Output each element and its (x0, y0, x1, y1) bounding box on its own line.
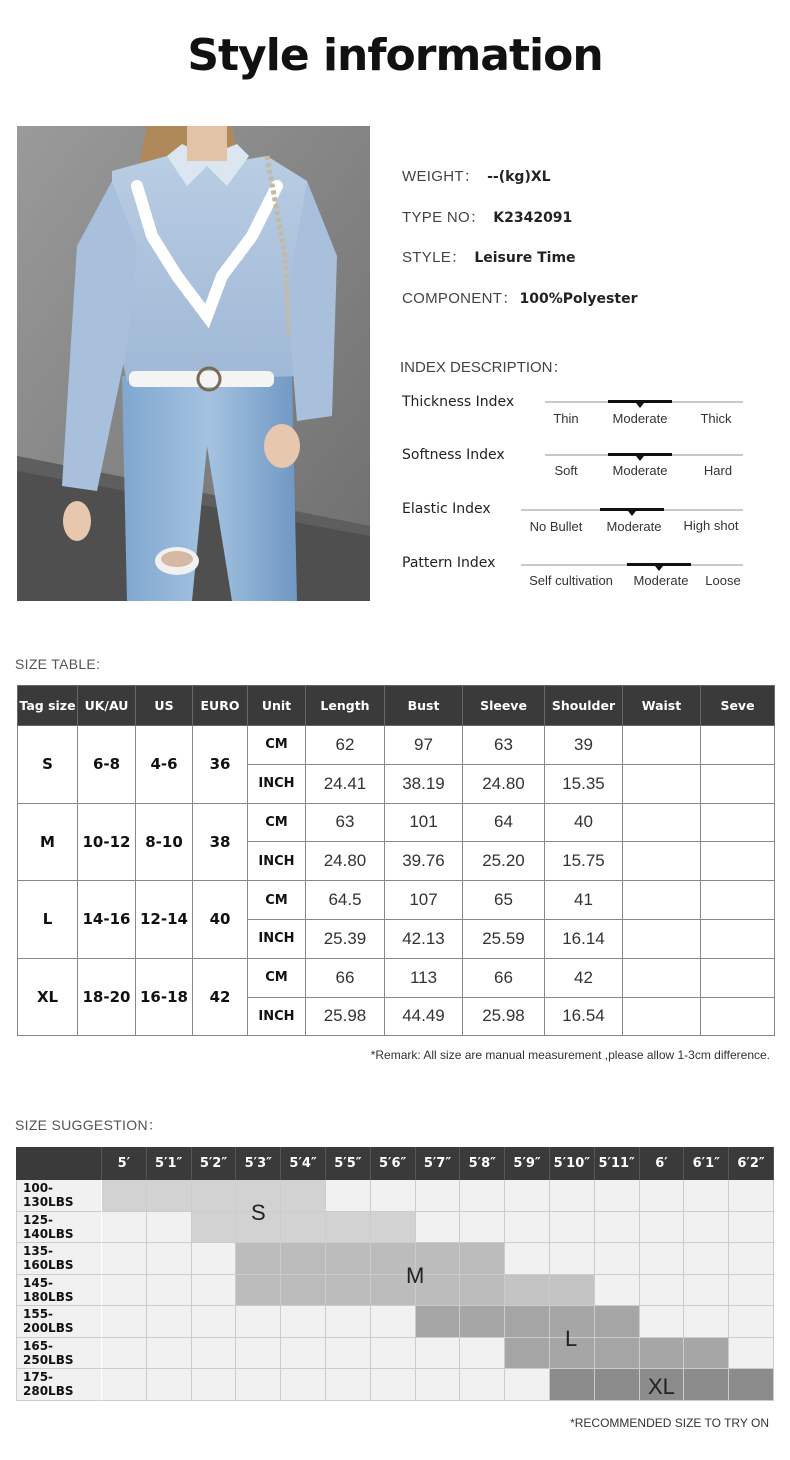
component-value: 100%Polyester (519, 291, 638, 307)
size-suggestion-cell (729, 1275, 774, 1307)
seve-cell (701, 919, 775, 958)
size-suggestion-cell (147, 1306, 192, 1338)
table-row (18, 803, 775, 842)
us-cell: 4-6 (136, 726, 193, 804)
size-suggestion-cell (192, 1306, 237, 1338)
thickness-index-label: Thickness Index (402, 394, 515, 410)
pattern-index-label: Pattern Index (402, 555, 496, 571)
length-cell: 66 (306, 958, 385, 997)
height-header: 5′8″ (460, 1147, 505, 1180)
size-suggestion-cell (326, 1369, 371, 1401)
size-suggestion-cell (326, 1338, 371, 1370)
header-uk-au: UK/AU (78, 686, 136, 726)
size-suggestion-cell (371, 1369, 416, 1401)
size-suggestion-cell (550, 1243, 595, 1275)
size-suggestion-cell (281, 1338, 326, 1370)
size-suggestion-cell (326, 1275, 371, 1307)
height-header: 6′ (640, 1147, 685, 1180)
header-tag-size: Tag size (18, 686, 78, 726)
seve-cell (701, 764, 775, 803)
style-row (402, 246, 576, 267)
size-suggestion-row (16, 1243, 774, 1275)
size-suggestion-cell (102, 1306, 147, 1338)
size-suggestion-cell (460, 1338, 505, 1370)
size-suggestion-cell (460, 1180, 505, 1212)
us-cell: 16-18 (136, 958, 193, 1036)
unit-cell: CM (248, 881, 306, 920)
softness-index-label: Softness Index (402, 447, 505, 463)
size-suggestion-row (16, 1275, 774, 1307)
size-suggestion-cell (416, 1306, 461, 1338)
us-cell: 8-10 (136, 803, 193, 881)
size-table-label: SIZE TABLE: (15, 656, 101, 672)
size-suggestion-cell (371, 1338, 416, 1370)
uk-cell: 6-8 (78, 726, 136, 804)
waist-cell (623, 881, 701, 920)
height-header: 5′3″ (236, 1147, 281, 1180)
uk-cell: 14-16 (78, 881, 136, 959)
weight-label: 135-160LBS (16, 1243, 102, 1275)
type-value: K2342091 (493, 210, 573, 226)
waist-cell (623, 764, 701, 803)
size-mark-s: S (251, 1200, 266, 1225)
unit-cell: CM (248, 726, 306, 765)
index-description-title: INDEX DESCRIPTION： (400, 359, 568, 376)
sleeve-cell: 25.59 (463, 919, 545, 958)
softness-option-soft: Soft (554, 463, 578, 478)
size-suggestion-cell (684, 1275, 729, 1307)
header-euro: EURO (193, 686, 248, 726)
softness-option-hard: Hard (703, 463, 733, 478)
size-suggestion-cell (192, 1338, 237, 1370)
sleeve-cell: 25.98 (463, 997, 545, 1036)
height-header: 5′9″ (505, 1147, 550, 1180)
sleeve-cell: 25.20 (463, 842, 545, 881)
pattern-option-moderate: Moderate (633, 573, 689, 588)
height-header: 5′1″ (147, 1147, 192, 1180)
softness-pointer-icon (636, 456, 644, 461)
size-suggestion-cell (460, 1243, 505, 1275)
size-suggestion-cell (729, 1212, 774, 1244)
height-header: 5′11″ (595, 1147, 640, 1180)
size-suggestion-cell (460, 1212, 505, 1244)
size-suggestion-cell (192, 1275, 237, 1307)
unit-cell: INCH (248, 919, 306, 958)
size-suggestion-row (16, 1180, 774, 1212)
size-suggestion-cell (684, 1306, 729, 1338)
size-suggestion-cell (281, 1306, 326, 1338)
uk-cell: 18-20 (78, 958, 136, 1036)
us-cell: 12-14 (136, 881, 193, 959)
sleeve-cell: 66 (463, 958, 545, 997)
size-suggestion-cell (281, 1243, 326, 1275)
shoulder-cell: 16.54 (545, 997, 623, 1036)
weight-label: 165-250LBS (16, 1338, 102, 1370)
size-suggestion-cell (281, 1212, 326, 1244)
thickness-option-thick: Thick (700, 411, 732, 426)
component-row (402, 287, 637, 308)
bust-cell: 101 (385, 803, 463, 842)
weight-label: 155-200LBS (16, 1306, 102, 1338)
size-suggestion-cell (281, 1275, 326, 1307)
recommend-note: *RECOMMENDED SIZE TO TRY ON (570, 1416, 769, 1430)
size-suggestion-header-row (16, 1147, 774, 1180)
pattern-pointer-icon (655, 566, 663, 571)
elastic-option-moderate: Moderate (606, 519, 662, 534)
size-mark-l: L (565, 1326, 578, 1351)
size-suggestion-cell (281, 1369, 326, 1401)
size-suggestion-cell (595, 1275, 640, 1307)
size-suggestion-cell (102, 1212, 147, 1244)
tag-size-cell: XL (18, 958, 78, 1036)
waist-cell (623, 997, 701, 1036)
size-suggestion-cell (729, 1180, 774, 1212)
length-cell: 25.98 (306, 997, 385, 1036)
euro-cell: 42 (193, 958, 248, 1036)
style-value: Leisure Time (474, 250, 576, 266)
table-row (18, 726, 775, 765)
size-table (17, 685, 775, 1036)
weight-row (402, 165, 551, 186)
size-suggestion-cell (236, 1369, 281, 1401)
size-suggestion-cell (595, 1212, 640, 1244)
type-row (402, 206, 572, 227)
seve-cell (701, 803, 775, 842)
size-suggestion-cell (326, 1212, 371, 1244)
length-cell: 63 (306, 803, 385, 842)
pattern-option-loose: Loose (705, 573, 741, 588)
bust-cell: 107 (385, 881, 463, 920)
header-sleeve: Sleeve (463, 686, 545, 726)
unit-cell: CM (248, 958, 306, 997)
header-seve: Seve (701, 686, 775, 726)
size-suggestion-cell (236, 1306, 281, 1338)
weight-label: 100-130LBS (16, 1180, 102, 1212)
size-suggestion-cell (192, 1212, 237, 1244)
seve-cell (701, 842, 775, 881)
size-table-header-row (18, 686, 775, 726)
size-suggestion-cell (147, 1275, 192, 1307)
tag-size-cell: S (18, 726, 78, 804)
size-suggestion-cell (147, 1243, 192, 1275)
size-suggestion-cell (192, 1243, 237, 1275)
size-suggestion-cell (595, 1180, 640, 1212)
size-suggestion-cell (505, 1212, 550, 1244)
height-header: 6′1″ (684, 1147, 729, 1180)
tag-size-cell: L (18, 881, 78, 959)
tag-size-cell: M (18, 803, 78, 881)
size-suggestion-cell (416, 1369, 461, 1401)
size-suggestion-cell (371, 1212, 416, 1244)
euro-cell: 38 (193, 803, 248, 881)
thickness-pointer-icon (636, 403, 644, 408)
waist-cell (623, 726, 701, 765)
elastic-option-high-shot: High shot (683, 518, 739, 533)
height-header: 5′6″ (371, 1147, 416, 1180)
component-label: COMPONENT： (402, 290, 518, 307)
size-suggestion-cell (416, 1212, 461, 1244)
size-suggestion-cell (147, 1338, 192, 1370)
size-suggestion-cell (102, 1243, 147, 1275)
shoulder-cell: 42 (545, 958, 623, 997)
size-suggestion-cell (102, 1180, 147, 1212)
seve-cell (701, 958, 775, 997)
length-cell: 62 (306, 726, 385, 765)
height-header: 5′10″ (550, 1147, 595, 1180)
size-suggestion-cell (684, 1180, 729, 1212)
size-suggestion-row (16, 1212, 774, 1244)
size-suggestion-cell (595, 1243, 640, 1275)
size-suggestion-cell (550, 1212, 595, 1244)
table-row (18, 958, 775, 997)
size-suggestion-cell (505, 1338, 550, 1370)
sleeve-cell: 24.80 (463, 764, 545, 803)
length-cell: 25.39 (306, 919, 385, 958)
size-suggestion-cell (505, 1369, 550, 1401)
header-shoulder: Shoulder (545, 686, 623, 726)
height-header: 5′ (102, 1147, 147, 1180)
unit-cell: INCH (248, 997, 306, 1036)
weight-label: WEIGHT： (402, 168, 480, 185)
sleeve-cell: 63 (463, 726, 545, 765)
size-suggestion-cell (460, 1275, 505, 1307)
weight-label: 175-280LBS (16, 1369, 102, 1401)
size-suggestion-cell (326, 1306, 371, 1338)
weight-label: 145-180LBS (16, 1275, 102, 1307)
height-header: 5′5″ (326, 1147, 371, 1180)
bust-cell: 39.76 (385, 842, 463, 881)
size-suggestion-grid (16, 1147, 774, 1401)
weight-label: 125-140LBS (16, 1212, 102, 1244)
size-suggestion-cell (505, 1180, 550, 1212)
length-cell: 24.41 (306, 764, 385, 803)
waist-cell (623, 803, 701, 842)
uk-cell: 10-12 (78, 803, 136, 881)
size-suggestion-cell (147, 1180, 192, 1212)
header-bust: Bust (385, 686, 463, 726)
sleeve-cell: 65 (463, 881, 545, 920)
size-suggestion-cell (281, 1180, 326, 1212)
size-suggestion-cell (102, 1275, 147, 1307)
height-header: 5′2″ (192, 1147, 237, 1180)
size-suggestion-cell (550, 1369, 595, 1401)
size-suggestion-cell (595, 1306, 640, 1338)
size-suggestion-cell (550, 1275, 595, 1307)
waist-cell (623, 842, 701, 881)
size-suggestion-cell (236, 1338, 281, 1370)
unit-cell: CM (248, 803, 306, 842)
elastic-pointer-icon (628, 511, 636, 516)
measurement-remark: *Remark: All size are manual measurement ,please allow 1-3cm difference. (370, 1048, 770, 1062)
seve-cell (701, 881, 775, 920)
length-cell: 64.5 (306, 881, 385, 920)
thickness-option-moderate: Moderate (612, 411, 668, 426)
size-suggestion-cell (460, 1369, 505, 1401)
size-suggestion-cell (326, 1180, 371, 1212)
size-suggestion-cell (505, 1243, 550, 1275)
shoulder-cell: 41 (545, 881, 623, 920)
size-mark-m: M (406, 1263, 425, 1288)
size-suggestion-cell (640, 1306, 685, 1338)
size-suggestion-cell (147, 1212, 192, 1244)
size-suggestion-cell (192, 1180, 237, 1212)
bust-cell: 38.19 (385, 764, 463, 803)
header-length: Length (306, 686, 385, 726)
size-suggestion-cell (684, 1243, 729, 1275)
size-suggestion-cell (729, 1306, 774, 1338)
bust-cell: 113 (385, 958, 463, 997)
size-suggestion-cell (640, 1275, 685, 1307)
size-suggestion-cell (729, 1338, 774, 1370)
size-suggestion-cell (147, 1369, 192, 1401)
header-unit: Unit (248, 686, 306, 726)
seve-cell (701, 997, 775, 1036)
waist-cell (623, 919, 701, 958)
size-suggestion-label: SIZE SUGGESTION： (15, 1117, 163, 1133)
size-mark-xl: XL (648, 1374, 675, 1399)
seve-cell (701, 726, 775, 765)
size-suggestion-cell (416, 1338, 461, 1370)
size-suggestion-cell (102, 1369, 147, 1401)
shoulder-cell: 15.75 (545, 842, 623, 881)
size-suggestion-cell (640, 1243, 685, 1275)
elastic-index-label: Elastic Index (402, 501, 491, 517)
euro-cell: 36 (193, 726, 248, 804)
product-photo (17, 126, 370, 601)
size-suggestion-cell (371, 1180, 416, 1212)
shoulder-cell: 16.14 (545, 919, 623, 958)
size-suggestion-cell (684, 1338, 729, 1370)
weight-value: --(kg)XL (487, 169, 551, 185)
pattern-option-self-cultivation: Self cultivation (529, 573, 613, 588)
size-suggestion-cell (505, 1275, 550, 1307)
type-label: TYPE NO： (402, 209, 486, 226)
unit-cell: INCH (248, 842, 306, 881)
size-suggestion-cell (505, 1306, 550, 1338)
shoulder-cell: 15.35 (545, 764, 623, 803)
thickness-option-thin: Thin (553, 411, 579, 426)
shoulder-cell: 40 (545, 803, 623, 842)
header-waist: Waist (623, 686, 701, 726)
height-header: 6′2″ (729, 1147, 774, 1180)
size-suggestion-cell (640, 1212, 685, 1244)
size-suggestion-cell (640, 1180, 685, 1212)
size-suggestion-cell (236, 1275, 281, 1307)
size-suggestion-row (16, 1306, 774, 1338)
size-suggestion-cell (416, 1180, 461, 1212)
softness-option-moderate: Moderate (612, 463, 668, 478)
bust-cell: 44.49 (385, 997, 463, 1036)
elastic-option-no-bullet: No Bullet (529, 519, 583, 534)
size-suggestion-cell (460, 1306, 505, 1338)
size-suggestion-cell (684, 1369, 729, 1401)
bust-cell: 97 (385, 726, 463, 765)
model-illustration (17, 126, 370, 601)
size-suggestion-cell (595, 1369, 640, 1401)
style-label: STYLE： (402, 249, 467, 266)
size-suggestion-cell (326, 1243, 371, 1275)
size-suggestion-cell (550, 1180, 595, 1212)
euro-cell: 40 (193, 881, 248, 959)
size-suggestion-row (16, 1338, 774, 1370)
header-us: US (136, 686, 193, 726)
size-suggestion-cell (236, 1243, 281, 1275)
unit-cell: INCH (248, 764, 306, 803)
size-suggestion-corner (16, 1147, 102, 1180)
page-title: Style information (187, 30, 603, 81)
size-suggestion-cell (640, 1338, 685, 1370)
size-suggestion-cell (729, 1243, 774, 1275)
size-suggestion-cell (371, 1306, 416, 1338)
height-header: 5′4″ (281, 1147, 326, 1180)
bust-cell: 42.13 (385, 919, 463, 958)
table-row (18, 881, 775, 920)
size-suggestion-cell (192, 1369, 237, 1401)
height-header: 5′7″ (416, 1147, 461, 1180)
size-suggestion-cell (102, 1338, 147, 1370)
sleeve-cell: 64 (463, 803, 545, 842)
size-suggestion-cell (684, 1212, 729, 1244)
shoulder-cell: 39 (545, 726, 623, 765)
length-cell: 24.80 (306, 842, 385, 881)
size-suggestion-cell (595, 1338, 640, 1370)
waist-cell (623, 958, 701, 997)
size-suggestion-cell (729, 1369, 774, 1401)
